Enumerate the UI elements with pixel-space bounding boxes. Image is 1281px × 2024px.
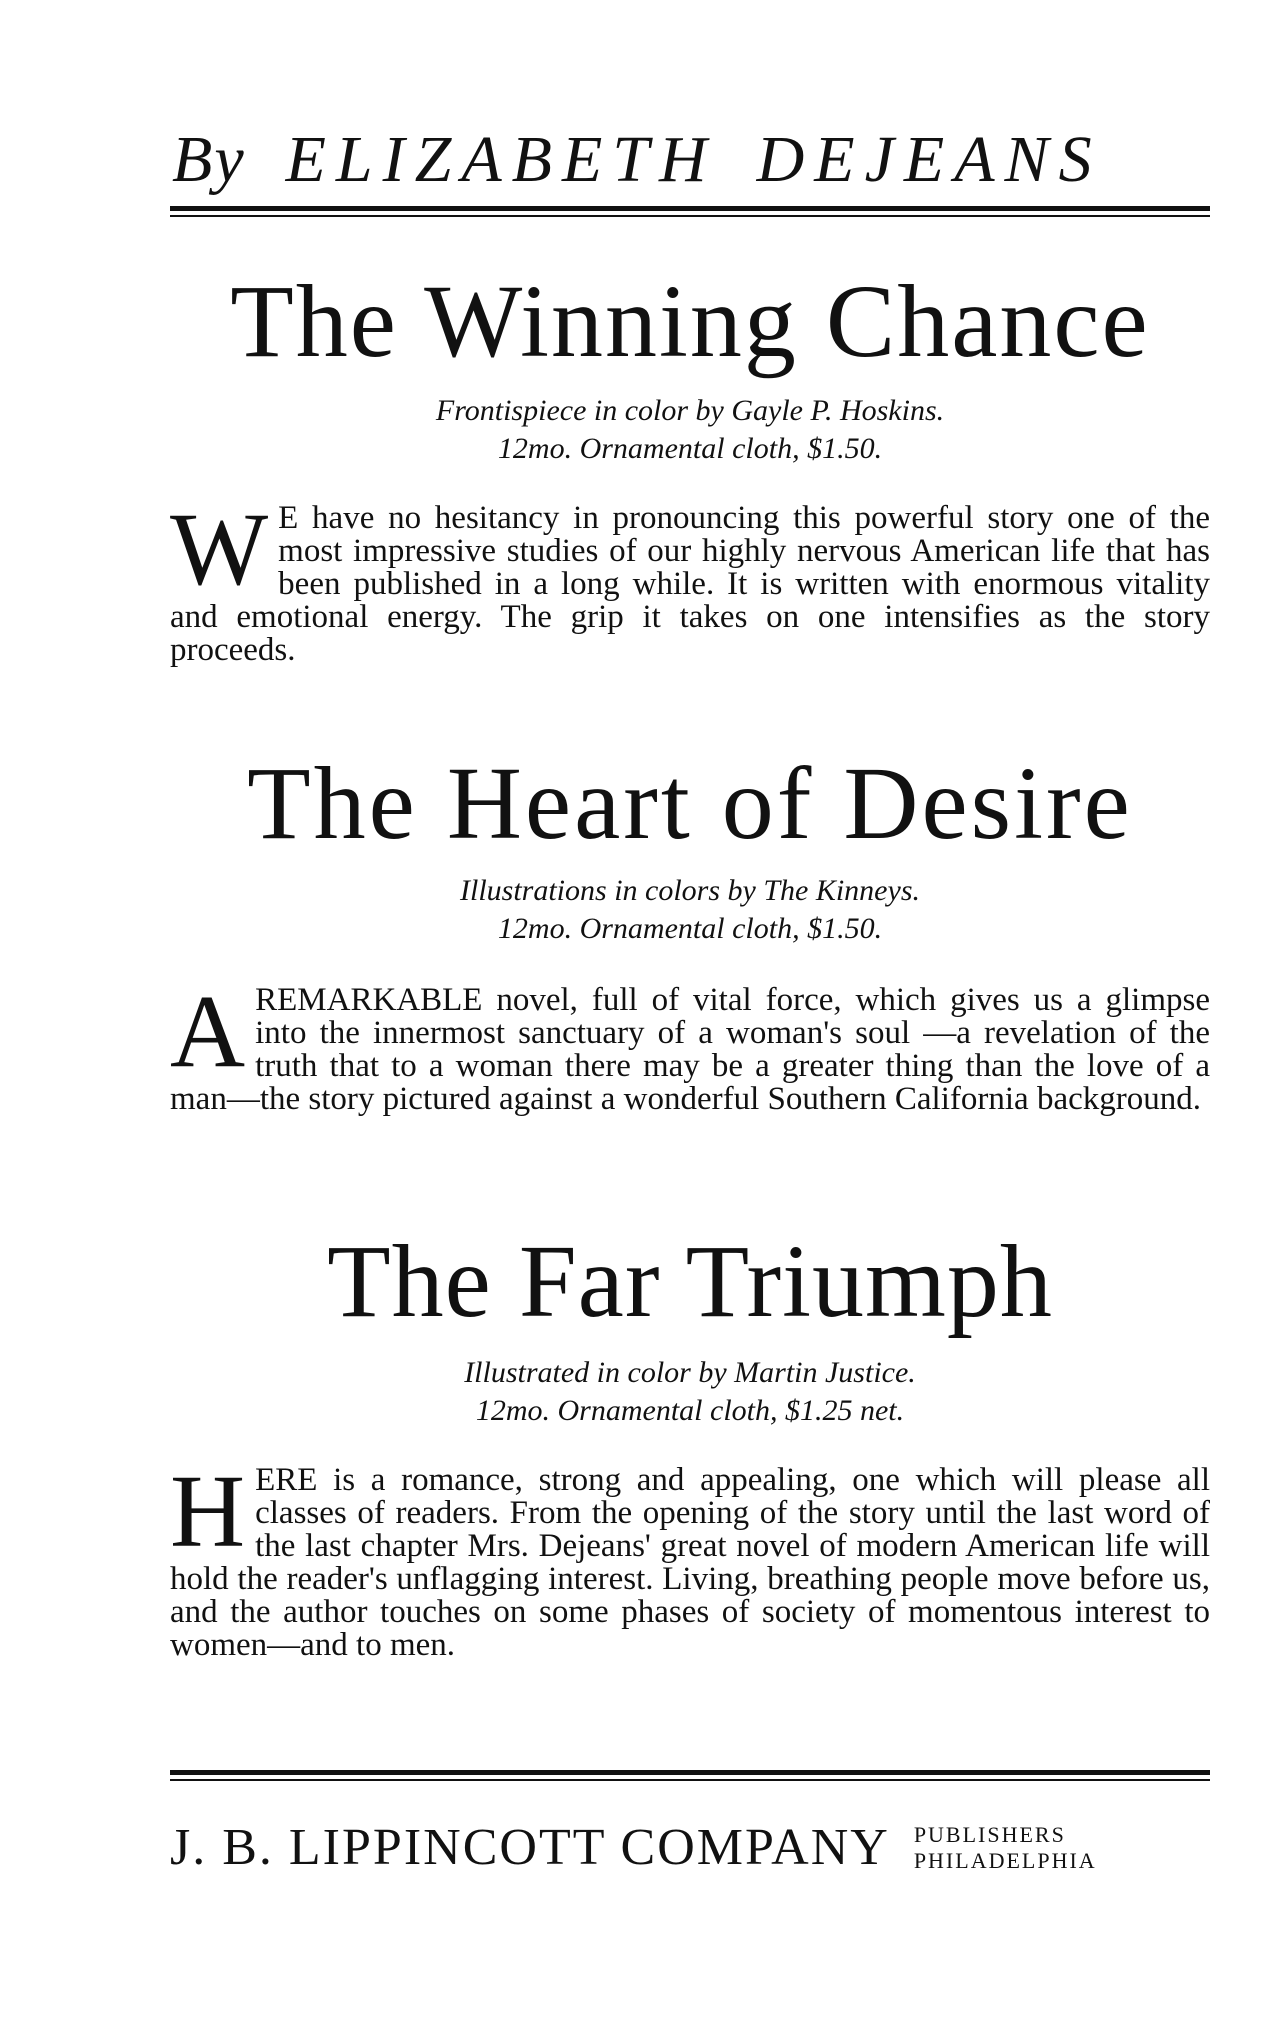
- bottom-rule-thin: [170, 1779, 1210, 1781]
- book-title: The Winning Chance: [230, 264, 1150, 379]
- author-last-name: DEJEANS: [756, 123, 1102, 196]
- book-description: [170, 974, 1210, 1117]
- bottom-rule-thick: [170, 1770, 1210, 1775]
- book-credit: Illustrated in color by Martin Justice.: [464, 1356, 916, 1389]
- drop-cap: A: [170, 974, 246, 1089]
- book-price: 12mo. Ornamental cloth, $1.25 net.: [475, 1394, 905, 1427]
- top-rule-thin: [170, 215, 1210, 217]
- book-price: 12mo. Ornamental cloth, $1.50.: [497, 432, 883, 465]
- book-credit: Frontispiece in color by Gayle P. Hoskins.: [435, 394, 945, 427]
- description-text: REMARKABLE novel, full of vital force, which gives us a glimpse into the innermost sanctuary of a woman's soul —a revelation of the truth that to a woman there may be a greater thing than the love of a man—the story pictured against a wonderful Southern California background.: [170, 982, 1210, 1117]
- book-description: [170, 1454, 1210, 1663]
- drop-cap: H: [170, 1454, 246, 1569]
- description-text: E have no hesitancy in pronouncing this powerful story one of the most impressive studies of our highly nervous American life that has been published in a long while. It is written with enormous vitality and emotional energy. The grip it takes on one intensifies as the story proceeds.: [170, 500, 1210, 668]
- author-first-name: ELIZABETH: [285, 123, 717, 196]
- publisher-role: PUBLISHERS: [913, 1821, 1066, 1847]
- publisher-name: J. B. LIPPINCOTT COMPANY: [170, 1819, 890, 1876]
- author-byline: [172, 122, 1212, 198]
- byline-prefix: By: [172, 123, 246, 196]
- book-credit: Illustrations in colors by The Kinneys.: [460, 874, 920, 907]
- publisher-city: PHILADELPHIA: [913, 1847, 1097, 1873]
- book-title: The Heart of Desire: [247, 746, 1133, 861]
- book-title: The Far Triumph: [327, 1224, 1053, 1339]
- publisher-imprint: [170, 1818, 1210, 1877]
- publisher-details: [914, 1822, 1097, 1874]
- drop-cap: W: [170, 492, 269, 607]
- description-text: ERE is a romance, strong and appealing, one which will please all classes of readers. From the opening of the story until the last word of the last chapter Mrs. Dejeans' great novel of modern American life will hold the reader's unflagging interest. Living, breathing people move before us, and the author touches on some phases of society of momentous interest to women—and to men.: [170, 1462, 1210, 1663]
- book-description: [170, 492, 1210, 668]
- book-price: 12mo. Ornamental cloth, $1.50.: [497, 912, 883, 945]
- top-rule-thick: [170, 206, 1210, 211]
